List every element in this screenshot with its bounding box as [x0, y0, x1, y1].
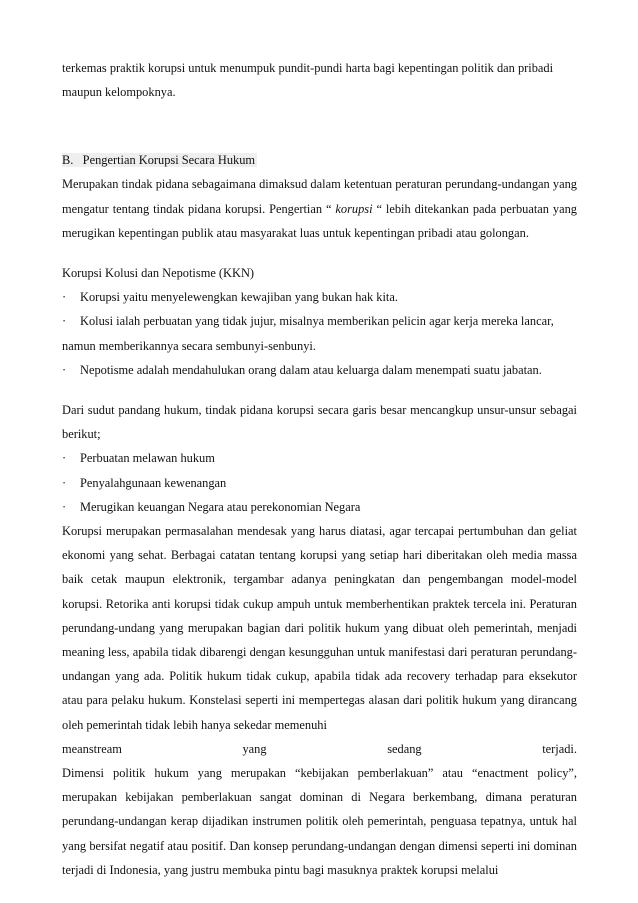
unsur-item-text: Merugikan keuangan Negara atau perekonomian Negara: [80, 499, 361, 514]
unsur-bullet-item: [62, 495, 577, 519]
justified-line: [62, 737, 577, 761]
bullet-marker: ·: [62, 362, 67, 377]
section-definition-paragraph: [62, 172, 577, 245]
bullet-marker: ·: [62, 314, 67, 329]
intro-paragraph: [62, 56, 577, 104]
body-paragraph-1: Korupsi merupakan permasalahan mendesak yang harus diatasi, agar tercapai pertumbuhan dan geliat ekonomi yang sehat. Berbagai catatan tentang korupsi yang setiap hari diberitakan oleh media massa baik cetak maupun elektronik, tergambar adanya peningkatan dan pengembangan model-model korupsi. Retorika anti korupsi tidak cukup ampuh untuk memberhentikan praktek tercela ini. Peraturan perundang-undang yang merupakan bagian dari politik hukum yang dibuat oleh pemerintah, menjadi meaning less, apabila tidak dibarengi dengan kesungguhan untuk manifestasi dari peraturan perundang-undangan yang ada. Politik hukum tidak cukup, apabila tidak ada recovery terhadap para eksekutor atau para pelaku hukum. Konstelasi seperti ini mempertegas alasan dari politik hukum yang dirancang oleh pemerintah tidak lebih hanya sekedar memenuhi: [62, 524, 577, 732]
kkn-bullet-item: [62, 309, 577, 333]
intro-line-2: maupun kelompoknya.: [62, 85, 176, 100]
section-title: Pengertian Korupsi Secara Hukum: [82, 153, 256, 168]
intro-line-1: terkemas praktik korupsi untuk menumpuk pundit-pundi harta bagi kepentingan politik dan pribadi: [62, 61, 554, 75]
spread-word: meanstream: [62, 741, 122, 756]
body-paragraph-2: Dimensi politik hukum yang merupakan “kebijakan pemberlakuan” atau “enactment policy”, merupakan kebijakan pemberlakuan sangat dominan di Negara berkembang, dimana peraturan perundang-undangan kerap dijadikan instrumen politik oleh pemerintah, penguasa tepatnya, untuk hal yang bersifat negatif atau positif. Dan konsep perundang-undangan dengan dimensi seperti ini dominan terjadi di Indonesia, yang justru membuka pintu bagi masuknya praktek korupsi melalui: [62, 766, 577, 877]
kkn-item-text: Korupsi yaitu menyelewengkan kewajiban yang bukan hak kita.: [80, 290, 398, 305]
definition-text-start: Merupakan tindak pidana sebagaimana dimaksud dalam ketentuan peraturan perundang-undangan yang mengatur tentang tindak pidana korupsi. Pengertian “: [62, 177, 577, 216]
kkn-item-text: Kolusi ialah perbuatan yang tidak jujur, misalnya memberikan pelicin agar kerja mereka lancar,: [80, 314, 554, 329]
spread-word: terjadi.: [542, 741, 577, 756]
kkn-bullet-item: [62, 285, 577, 309]
definition-text-end: “ lebih ditekankan pada perbuatan yang merugikan kepentingan publik atau masyarakat luas untuk kepentingan pribadi atau golongan.: [62, 201, 577, 240]
unsur-bullet-item: [62, 446, 577, 470]
unsur-item-text: Perbuatan melawan hukum: [80, 451, 215, 466]
section-number: B.: [62, 153, 74, 168]
section-heading-highlight: [62, 153, 257, 167]
bullet-marker: ·: [62, 475, 67, 490]
section-heading: [62, 148, 577, 172]
spread-word: sedang: [387, 741, 422, 756]
kkn-title: Korupsi Kolusi dan Nepotisme (KKN): [62, 266, 255, 281]
kkn-item-text: Nepotisme adalah mendahulukan orang dalam atau keluarga dalam menempati suatu jabatan.: [80, 362, 542, 377]
kkn-item-continuation: namun memberikannya secara sembunyi-senbunyi.: [62, 338, 316, 353]
unsur-item-text: Penyalahgunaan kewenangan: [80, 475, 227, 490]
unsur-intro-paragraph: Dari sudut pandang hukum, tindak pidana korupsi secara garis besar mencangkup unsur-unsur sebagai berikut;: [62, 403, 577, 442]
bullet-marker: ·: [62, 499, 67, 514]
spread-word: yang: [242, 741, 267, 756]
bullet-marker: ·: [62, 290, 67, 305]
kkn-bullet-item: [62, 358, 577, 382]
bullet-marker: ·: [62, 451, 67, 466]
document-page: [62, 56, 577, 882]
definition-italic-term: korupsi: [335, 201, 373, 216]
unsur-bullet-item: [62, 471, 577, 495]
